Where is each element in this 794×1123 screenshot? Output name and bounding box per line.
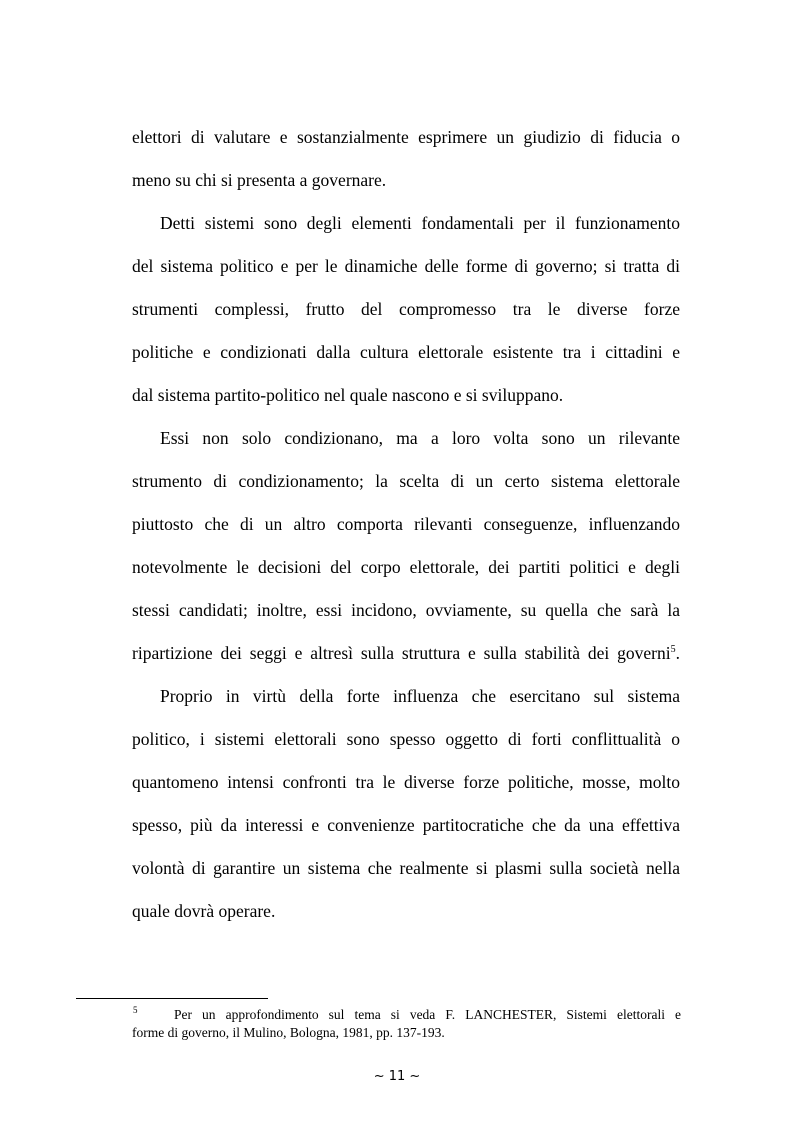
text-line: elettori di valutare e sostanzialmente esprimere un giudizio di fiducia o xyxy=(132,127,680,147)
text-line: strumenti complessi, frutto del compromesso tra le diverse forze xyxy=(132,299,680,319)
text-line: politico, i sistemi elettorali sono spesso oggetto di forti conflittualità o xyxy=(132,729,680,749)
footnote-separator xyxy=(76,998,268,999)
footnote-reference[interactable]: 5 xyxy=(670,644,676,656)
footnote-text: Per un approfondimento sul tema si veda F. LANCHESTER, Sistemi elettorali e xyxy=(174,1007,681,1022)
sentence-end: . xyxy=(675,643,680,663)
page-number: ~ 11 ~ xyxy=(373,1069,421,1084)
text-line-with-footnote xyxy=(132,642,680,664)
text-line: volontà di garantire un sistema che realmente si plasmi sulla società nella xyxy=(132,858,680,878)
text-line: del sistema politico e per le dinamiche delle forme di governo; si tratta di xyxy=(132,256,680,276)
footnote-text: forme di governo, il Mulino, Bologna, 1981, pp. 137-193. xyxy=(132,1025,445,1040)
text-line: piuttosto che di un altro comporta rilevanti conseguenze, influenzando xyxy=(132,514,680,534)
text-line: stessi candidati; inoltre, essi incidono, ovviamente, su quella che sarà la xyxy=(132,600,680,620)
text-line: notevolmente le decisioni del corpo elettorale, dei partiti politici e degli xyxy=(132,557,680,577)
text-line-content: ripartizione dei seggi e altresì sulla struttura e sulla stabilità dei governi xyxy=(132,643,671,663)
text-line: quale dovrà operare. xyxy=(132,901,276,921)
text-line: strumento di condizionamento; la scelta di un certo sistema elettorale xyxy=(132,471,680,491)
text-line: dal sistema partito-politico nel quale nascono e si sviluppano. xyxy=(132,385,564,405)
text-line: spesso, più da interessi e convenienze partitocratiche che da una effettiva xyxy=(132,815,680,835)
footnote-marker: 5 xyxy=(133,1005,138,1015)
text-line: politiche e condizionati dalla cultura elettorale esistente tra i cittadini e xyxy=(132,342,680,362)
text-line: Detti sistemi sono degli elementi fondamentali per il funzionamento xyxy=(160,213,680,233)
text-line: meno su chi si presenta a governare. xyxy=(132,170,387,190)
text-line: quantomeno intensi confronti tra le diverse forze politiche, mosse, molto xyxy=(132,772,680,792)
text-line: Essi non solo condizionano, ma a loro volta sono un rilevante xyxy=(160,428,680,448)
text-line: Proprio in virtù della forte influenza che esercitano sul sistema xyxy=(160,686,680,706)
